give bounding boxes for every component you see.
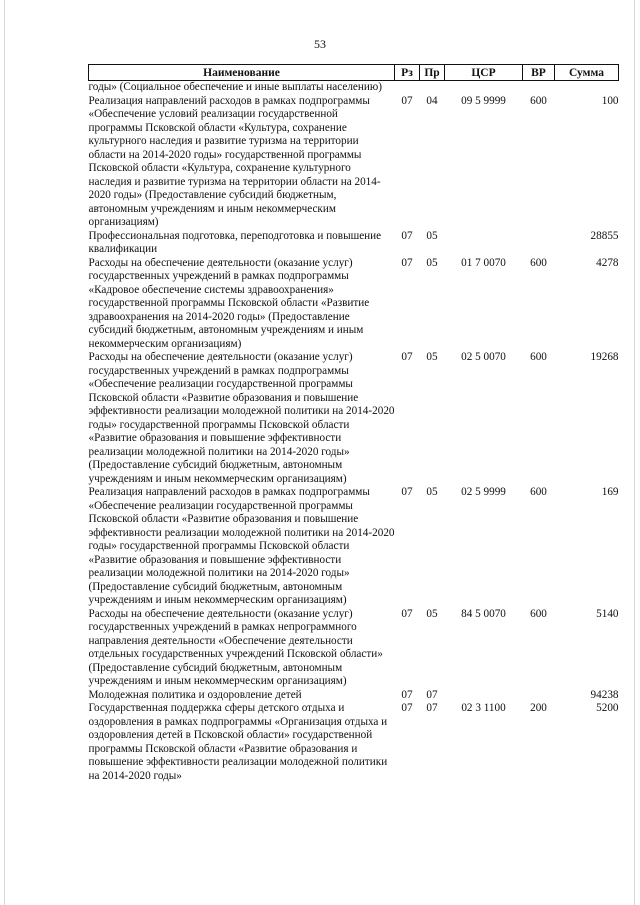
header-vr: ВР bbox=[523, 65, 555, 81]
row-name: Государственная поддержка сферы детского отдыха и оздоровления в рамках подпрограммы «Организация отдыха и оздоровления детей в Псковской области» государственной программы Псковской области «Развитие образования и повышение эффективности реализации молодежной политики на 2014-2020 годы» bbox=[88, 702, 388, 782]
row-name: годы» (Социальное обеспечение и иные выплаты населению) bbox=[88, 81, 382, 93]
row-vr: 600 bbox=[530, 94, 547, 107]
row-rz: 07 bbox=[401, 688, 413, 701]
scan-edge-left bbox=[4, 0, 5, 905]
row-sum: 5140 bbox=[596, 607, 619, 620]
row-vr: 600 bbox=[530, 486, 547, 498]
row-vr: 600 bbox=[530, 607, 547, 620]
row-name: Профессиональная подготовка, переподготовка и повышение квалификации bbox=[88, 229, 382, 255]
row-rz: 07 bbox=[401, 351, 413, 363]
row-csr: 01 7 0070 bbox=[461, 256, 506, 269]
row-vr bbox=[523, 230, 555, 257]
row-pr: 05 bbox=[426, 351, 438, 363]
table-row bbox=[89, 608, 619, 689]
row-sum: 19268 bbox=[590, 351, 619, 363]
row-rz: 07 bbox=[401, 486, 413, 498]
table-row bbox=[89, 689, 619, 703]
row-vr bbox=[523, 689, 555, 703]
table-row bbox=[89, 486, 619, 608]
row-csr: 84 5 0070 bbox=[461, 607, 506, 620]
row-rz: 07 bbox=[401, 256, 413, 269]
row-pr bbox=[420, 81, 445, 95]
row-vr: 200 bbox=[530, 702, 547, 714]
row-name: Расходы на обеспечение деятельности (оказание услуг) государственных учреждений в рамках непрограммного направления деятельности «Обеспечение деятельности отдельных государственных учреждений Псковской области» (Предоставление субсидий бюджетным, автономным учреждениям и иным некоммерческим организациям) bbox=[88, 607, 383, 687]
row-rz: 07 bbox=[401, 229, 413, 242]
row-name: Реализация направлений расходов в рамках подпрограммы «Обеспечение реализации государственной программы Псковской области «Развитие образования и повышение эффективности реализации молодежной политики на 2014-2020 годы» государственной программы Псковской области «Развитие образования и повышение эффективности реализации молодежной политики на 2014-2020 годы» (Предоставление субсидий бюджетным, автономным учреждениям и иным некоммерческим организациям) bbox=[88, 486, 395, 606]
row-csr: 02 5 9999 bbox=[461, 486, 506, 498]
row-rz: 07 bbox=[401, 702, 413, 714]
row-vr: 600 bbox=[530, 351, 547, 363]
row-pr: 05 bbox=[426, 486, 438, 498]
table-row bbox=[89, 702, 619, 783]
row-csr bbox=[445, 81, 523, 95]
row-vr bbox=[523, 81, 555, 95]
row-name: Реализация направлений расходов в рамках подпрограммы «Обеспечение условий реализации государственной программы Псковской области «Культура, сохранение культурного наследия и развитие туризма на территории области на 2014-2020 годы» государственной программы Псковской области «Культура, сохранение культурного наследия и развитие туризма на территории области на 2014-2020 годы» (Предоставление субсидий бюджетным, автономным учреждениям и иным некоммерческим организациям) bbox=[88, 94, 381, 228]
row-pr: 05 bbox=[426, 607, 438, 620]
row-sum: 28855 bbox=[590, 229, 619, 242]
row-csr bbox=[445, 689, 523, 703]
table-row bbox=[89, 95, 619, 230]
row-pr: 07 bbox=[426, 702, 438, 714]
row-sum: 100 bbox=[601, 94, 619, 107]
row-sum: 5200 bbox=[596, 702, 619, 714]
table-row bbox=[89, 257, 619, 352]
row-pr: 07 bbox=[426, 688, 438, 701]
table-row bbox=[89, 230, 619, 257]
row-rz bbox=[395, 81, 420, 95]
row-name: Расходы на обеспечение деятельности (оказание услуг) государственных учреждений в рамках подпрограммы «Кадровое обеспечение системы здравоохранения» государственной программы Псковской области «Развитие здравоохранения на 2014-2020 годы» (Предоставление субсидий бюджетным, автономным учреждениям и иным некоммерческим организациям) bbox=[88, 256, 370, 350]
row-csr: 02 3 1100 bbox=[461, 702, 506, 714]
row-rz: 07 bbox=[401, 607, 413, 620]
table-row bbox=[89, 351, 619, 486]
row-pr: 04 bbox=[426, 94, 438, 107]
page-number: 53 bbox=[314, 37, 326, 51]
header-pr: Пр bbox=[420, 65, 445, 81]
row-csr bbox=[445, 230, 523, 257]
row-sum: 4278 bbox=[596, 256, 619, 269]
row-vr: 600 bbox=[530, 256, 547, 269]
header-csr: ЦСР bbox=[445, 65, 523, 81]
row-name: Расходы на обеспечение деятельности (оказание услуг) государственных учреждений в рамках подпрограммы «Обеспечение реализации государственной программы Псковской области «Развитие образования и повышение эффективности реализации молодежной политики на 2014-2020 годы» государственной программы Псковской области «Развитие образования и повышение эффективности реализации молодежной политики на 2014-2020 годы» (Предоставление субсидий бюджетным, автономным учреждениям и иным некоммерческим организациям) bbox=[88, 351, 395, 485]
budget-table bbox=[88, 64, 619, 783]
row-sum: 94238 bbox=[590, 688, 619, 701]
header-rz: Рз bbox=[395, 65, 420, 81]
row-pr: 05 bbox=[426, 229, 438, 242]
row-sum: 169 bbox=[601, 486, 619, 498]
row-pr: 05 bbox=[426, 256, 438, 269]
table-row bbox=[89, 81, 619, 95]
header-name: Наименование bbox=[89, 65, 395, 81]
row-csr: 02 5 0070 bbox=[461, 351, 506, 363]
header-sum: Сумма bbox=[555, 65, 619, 81]
row-rz: 07 bbox=[401, 94, 413, 107]
scan-edge-right bbox=[634, 0, 635, 905]
table-header-row bbox=[89, 65, 619, 81]
row-name: Молодежная политика и оздоровление детей bbox=[88, 688, 302, 701]
row-csr: 09 5 9999 bbox=[461, 94, 506, 107]
row-sum bbox=[555, 81, 619, 95]
